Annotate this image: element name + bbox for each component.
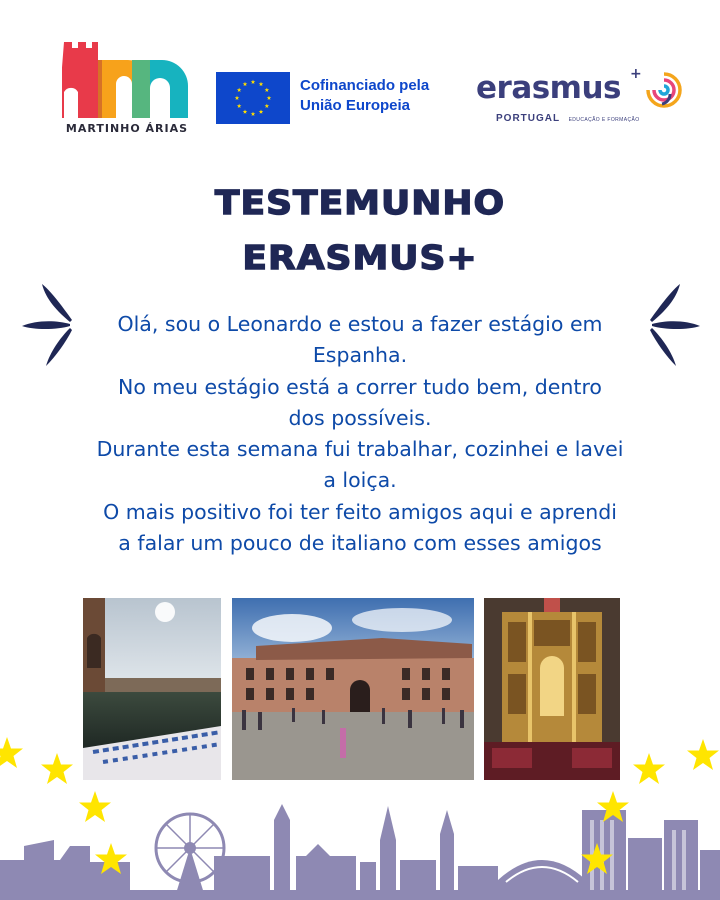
testimonial-line: No meu estágio está a correr tudo bem, dentro: [118, 374, 602, 399]
eu-line-2: União Europeia: [300, 97, 411, 114]
testimonial-line: Durante esta semana fui trabalhar, cozinhei e lavei: [96, 437, 624, 462]
eu-line-1: Cofinanciado pela: [300, 77, 430, 94]
star-icon: [0, 736, 24, 770]
erasmus-wordmark: erasmus: [476, 70, 622, 106]
burst-decoration-icon: [646, 282, 702, 368]
eu-cofinancing-label: [300, 76, 429, 116]
testimonial-line: a falar um pouco de italiano com esses amigos: [118, 531, 602, 556]
erasmus-tagline: EDUCAÇÃO E FORMAÇÃO: [568, 117, 640, 123]
star-icon: [596, 790, 630, 824]
star-icon: [78, 790, 112, 824]
testimonial-line: Olá, sou o Leonardo e estou a fazer estágio em: [117, 312, 603, 336]
star-icon: [40, 752, 74, 786]
photo-canal: [83, 598, 221, 780]
burst-decoration-icon: [20, 282, 76, 368]
erasmus-swirl-icon: [644, 70, 684, 110]
star-icon: [94, 842, 128, 876]
school-name: MARTINHO ÁRIAS: [65, 122, 189, 135]
erasmus-plus-sign: +: [630, 66, 642, 82]
star-icon: [632, 752, 666, 786]
testimonial-line: dos possíveis.: [288, 405, 432, 430]
testimonial-text: [70, 309, 650, 559]
martinho-arias-logo: [62, 40, 192, 140]
eu-flag-icon: [216, 72, 290, 124]
martinho-arias-emblem-icon: [62, 40, 192, 120]
page-title-line-2: ERASMUS+: [242, 239, 478, 278]
testimonial-line: a loiça.: [323, 468, 397, 493]
star-icon: [580, 842, 614, 876]
testimonial-line: O mais positivo foi ter feito amigos aqui e aprendi: [103, 499, 617, 524]
erasmus-plus-logo: [476, 66, 696, 126]
erasmus-country: PORTUGAL: [496, 113, 561, 124]
erasmus-subtitle: [496, 108, 640, 126]
photo-palace-plaza: [232, 598, 474, 780]
star-icon: [686, 738, 720, 772]
photo-altarpiece: [484, 598, 620, 780]
testimonial-line: Espanha.: [312, 343, 408, 368]
page-title-line-1: TESTEMUNHO: [214, 184, 506, 223]
